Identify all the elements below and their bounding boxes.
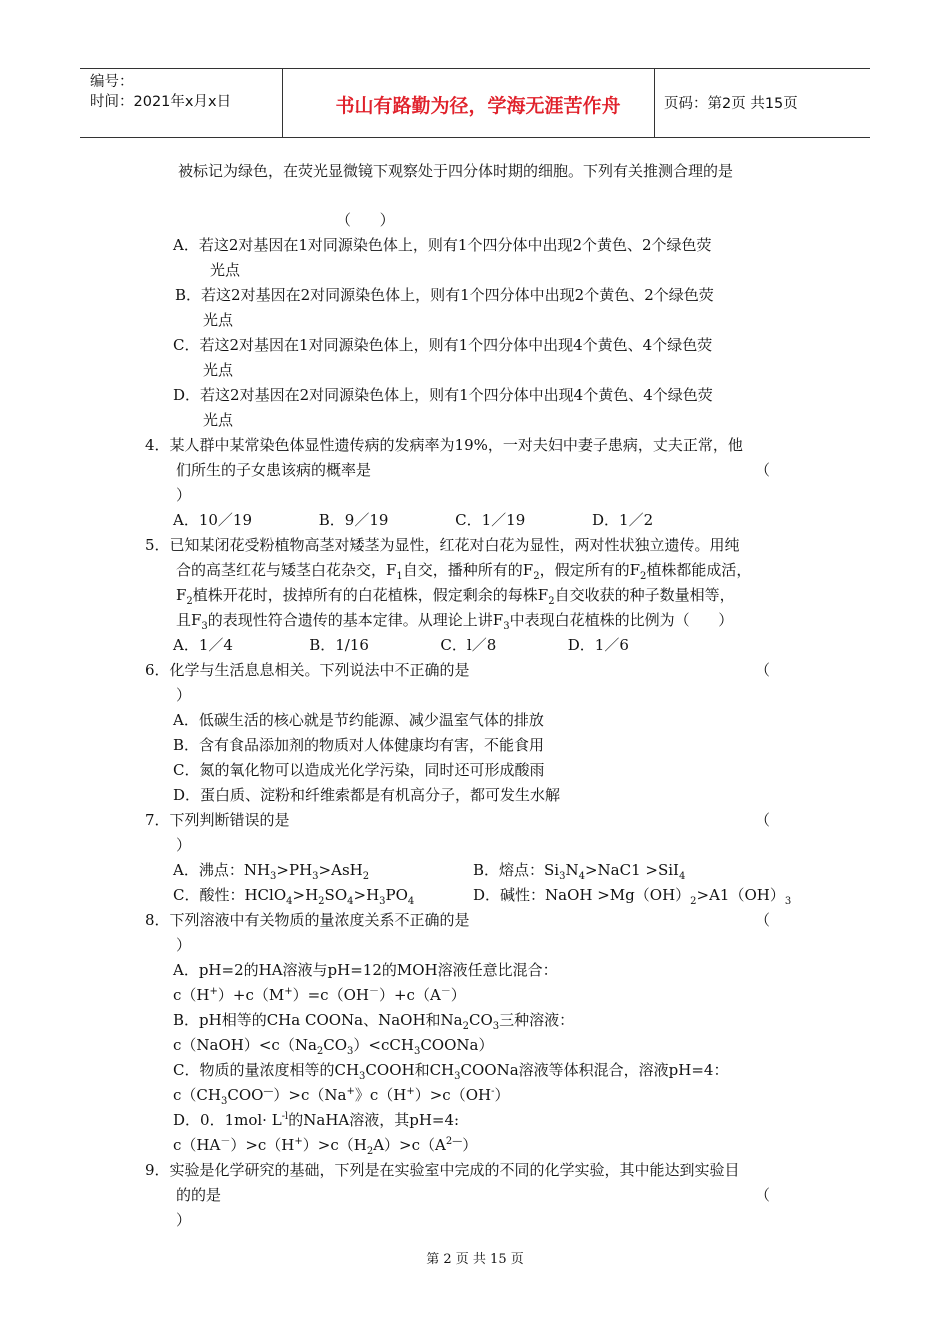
paren-close: ）: [176, 486, 192, 504]
paren-open: （: [755, 1186, 771, 1204]
paren-close: ）: [176, 836, 192, 854]
formula-line: $c(HA^-)>c(H^+)>c(H_2A)>c(A^{2—})$: [173, 1136, 478, 1157]
paren-open: （: [755, 461, 771, 479]
option-d: D．碱性：NaOH $>Mg(OH)_2>A1(OH)_3$: [473, 886, 792, 907]
option-d: D．蛋白质、淀粉和纤维索都是有机高分子，都可发生水解: [173, 786, 561, 804]
answer-blank: （ ）: [336, 211, 395, 229]
paren-open: （: [755, 911, 771, 929]
paren-open: （: [755, 811, 771, 829]
question-8: 8．下列溶液中有关物质的量浓度关系不正确的是: [145, 911, 470, 929]
option-a: A．沸点：$NH_3>PH_3>AsH_2$: [173, 861, 370, 882]
question-5: 5．已知某闭花受粉植物高茎对矮茎为显性，红花对白花为显性，两对性状独立遗传。用纯: [145, 536, 740, 554]
option-b: B．pH相等的CHa COONa、NaOH和$Na_2CO_3$三种溶液：: [173, 1011, 575, 1032]
option-a: A．低碳生活的核心就是节约能源、减少温室气体的排放: [173, 711, 544, 729]
option-a: A．pH=2的HA溶液与pH=12的MOH溶液任意比混合：: [173, 961, 558, 979]
text-line: 光点: [210, 261, 241, 279]
question-4: 4．某人群中某常染色体显性遗传病的发病率为19%，一对夫妇中妻子患病，丈夫正常，他: [145, 436, 743, 454]
option-d: D．0．$1mol\cdot L^{-l}$的NaHA溶液，其pH=4:: [173, 1111, 460, 1129]
header-divider: [282, 69, 283, 137]
header-page-info: 页码：第2页 共15页: [664, 96, 798, 112]
number-label: 编号：: [90, 74, 134, 90]
option-c: C．物质的量浓度相等的$CH_3COOH$和$CH_3COONa$溶液等体积混合，溶液pH=4：: [173, 1061, 729, 1082]
document-header: [80, 68, 870, 138]
paren-close: ）: [176, 1211, 192, 1229]
option-b: B．若这2对基因在2对同源染色体上，则有1个四分体中出现2个黄色、2个绿色荧: [175, 286, 714, 304]
q4-options: A．10／19 B．9／19 C．1／19 D．1／2: [173, 511, 654, 529]
question-9: 9．实验是化学研究的基础，下列是在实验室中完成的不同的化学实验，其中能达到实验目: [145, 1161, 740, 1179]
question-7: 7．下列判断错误的是: [145, 811, 290, 829]
formula-line: $c(NaOH)<c(Na_2CO_3)<cCH_3COONa$）: [173, 1036, 494, 1057]
text-line: $F_2$植株开花时，拔掉所有的白花植株，假定剩余的每株$F_2$自交收获的种子数量相等，: [176, 586, 735, 607]
paren-close: ）: [176, 936, 192, 954]
header-motto: 书山有路勤为径，学海无涯苦作舟: [335, 95, 621, 117]
header-divider: [654, 69, 655, 137]
date-label: 时间：2021年x月x日: [90, 94, 232, 110]
option-b: B．含有食品添加剂的物质对人体健康均有害，不能食用: [173, 736, 545, 754]
option-c: C．酸性：$HClO_4>H_2SO_4>H_3PO_4$: [173, 886, 415, 907]
text-line: 光点: [203, 411, 234, 429]
text-line: 光点: [203, 361, 234, 379]
text-line: 们所生的子女患该病的概率是: [176, 461, 372, 479]
option-c: C．氮的氧化物可以造成光化学污染，同时还可形成酸雨: [173, 761, 545, 779]
option-a: A．若这2对基因在1对同源染色体上，则有1个四分体中出现2个黄色、2个绿色荧: [173, 236, 712, 254]
option-c: C．若这2对基因在1对同源染色体上，则有1个四分体中出现4个黄色、4个绿色荧: [173, 336, 713, 354]
header-meta: [90, 72, 231, 112]
paren-close: ）: [176, 686, 192, 704]
text-line: 合的高茎红花与矮茎白花杂交，$F_1$自交，播种所有的$F_2$，假定所有的$F_2$植株都能成活，: [176, 561, 752, 582]
option-b: B．熔点：$Si_3N_4>NaC1 >SiI_4$: [473, 861, 686, 882]
q5-options: A．1／4 B．1/16 C．l／8 D．1／6: [173, 636, 629, 654]
page-footer: 第 2 页 共 15 页: [426, 1252, 524, 1267]
question-6: 6．化学与生活息息相关。下列说法中不正确的是: [145, 661, 470, 679]
text-line: 光点: [203, 311, 234, 329]
formula-line: c（H+）+c（M+）=c（OH－）+c（A－）: [173, 986, 466, 1004]
option-d: D．若这2对基因在2对同源染色体上，则有1个四分体中出现4个黄色、4个绿色荧: [173, 386, 713, 404]
paren-open: （: [755, 661, 771, 679]
formula-line: $c(CH_3COO^—)>c(Na^+$》c（H+）>c（OH-）: [173, 1086, 510, 1107]
text-line: 且$F_3$的表现性符合遗传的基本定律。从理论上讲$F_3$中表现白花植株的比例为（ ）: [176, 611, 734, 632]
text-line: 被标记为绿色，在荧光显微镜下观察处于四分体时期的细胞。下列有关推测合理的是: [178, 162, 734, 180]
text-line: 的的是: [176, 1186, 222, 1204]
